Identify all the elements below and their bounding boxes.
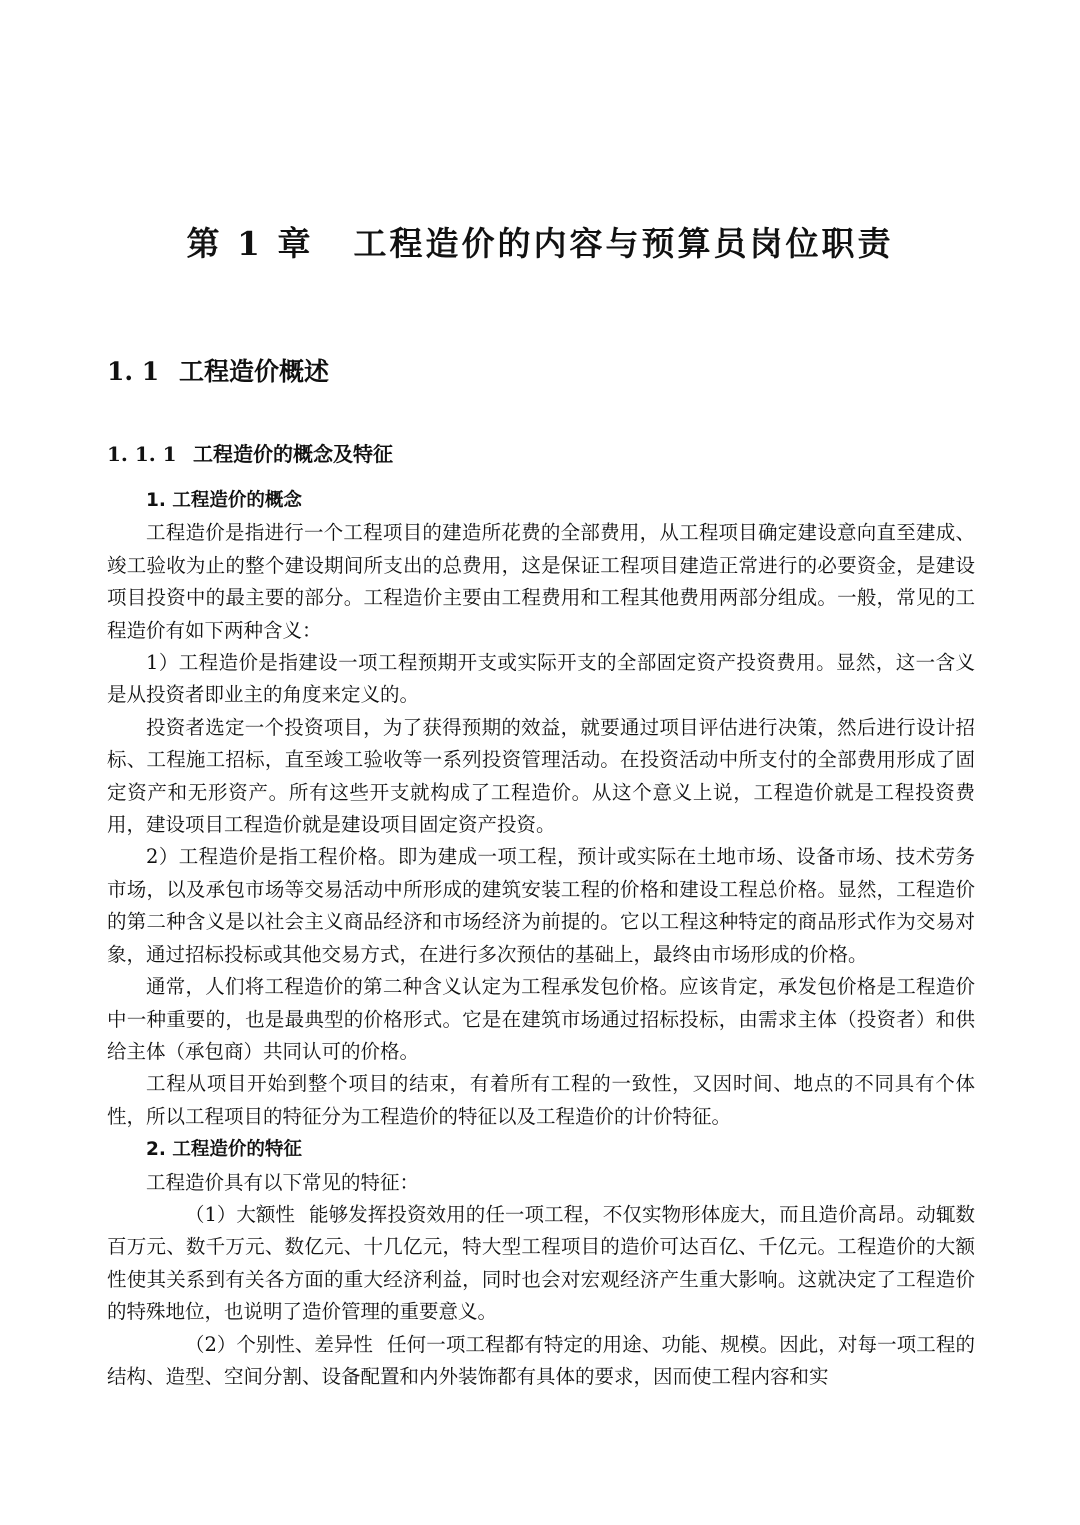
paragraph: 投资者选定一个投资项目，为了获得预期的效益，就要通过项目评估进行决策，然后进行设计招标、工程施工招标，直至竣工验收等一系列投资管理活动。在投资活动中所支付的全部费用形成了固定资产和无形资产。所有这些开支就构成了工程造价。从这个意义上说，工程造价就是工程投资费用，建设项目工程造价就是建设项目固定资产投资。 [107, 715, 975, 837]
chapter-number: 第 1 章 [186, 224, 314, 263]
feature-term: （1）大额性 [185, 1202, 295, 1226]
paragraph: 1）工程造价是指建设一项工程预期开支或实际开支的全部固定资产投资费用。显然，这一含义是从投资者即业主的角度来定义的。 [107, 651, 975, 707]
feature-text: 任何一项工程都有特定的用途、功能、规模。因此，对每一项工程的结构、造型、空间分割、设备配置和内外装饰都有具体的要求，因而使工程内容和实 [107, 1332, 975, 1388]
item-heading-concept [107, 484, 975, 517]
subsection-title-text: 工程造价的概念及特征 [193, 442, 393, 466]
paragraph-feature-2 [107, 1329, 975, 1394]
item-title: 1. 工程造价的概念 [146, 490, 302, 511]
section-title-text: 工程造价概述 [179, 357, 330, 386]
paragraph: 工程造价具有以下常见的特征： [146, 1170, 420, 1194]
chapter-title-text: 工程造价的内容与预算员岗位职责 [353, 224, 894, 263]
section-heading [107, 352, 329, 388]
subsection-heading [107, 438, 393, 467]
section-number: 1. 1 [107, 357, 160, 386]
feature-term: （2）个别性、差异性 [185, 1332, 373, 1356]
item-title: 2. 工程造价的特征 [146, 1139, 302, 1161]
paragraph: 2）工程造价是指工程价格。即为建成一项工程，预计或实际在土地市场、设备市场、技术劳务市场，以及承包市场等交易活动中所形成的建筑安装工程的价格和建设工程总价格。显然，工程造价的第二种含义是以社会主义商品经济和市场经济为前提的。它以工程这种特定的商品形式作为交易对象，通过招标投标或其他交易方式，在进行多次预估的基础上，最终由市场形成的价格。 [107, 845, 975, 966]
item-heading-feature [107, 1133, 975, 1166]
paragraph: 通常，人们将工程造价的第二种含义认定为工程承发包价格。应该肯定，承发包价格是工程造价中一种重要的，也是最典型的价格形式。它是在建筑市场通过招标投标，由需求主体（投资者）和供给主体（承包商）共同认可的价格。 [107, 975, 975, 1063]
paragraph: 工程从项目开始到整个项目的结束，有着所有工程的一致性，又因时间、地点的不同具有个体性，所以工程项目的特征分为工程造价的特征以及工程造价的计价特征。 [107, 1072, 975, 1128]
subsection-number: 1. 1. 1 [107, 442, 177, 466]
paragraph-feature-1 [107, 1199, 975, 1329]
paragraph: 工程造价是指进行一个工程项目的建造所花费的全部费用，从工程项目确定建设意向直至建成、竣工验收为止的整个建设期间所支出的总费用，这是保证工程项目建造正常进行的必要资金，是建设项目投资中的最主要的部分。工程造价主要由工程费用和工程其他费用两部分组成。一般，常见的工程造价有如下两种含义： [107, 521, 975, 642]
chapter-title [0, 218, 1080, 265]
feature-text: 能够发挥投资效用的任一项工程，不仅实物形体庞大，而且造价高昂。动辄数百万元、数千万元、数亿元、十几亿元，特大型工程项目的造价可达百亿、千亿元。工程造价的大额性使其关系到有关各方面的重大经济利益，同时也会对宏观经济产生重大影响。这就决定了工程造价的特殊地位，也说明了造价管理的重要意义。 [107, 1202, 975, 1324]
body-text [107, 484, 975, 1393]
